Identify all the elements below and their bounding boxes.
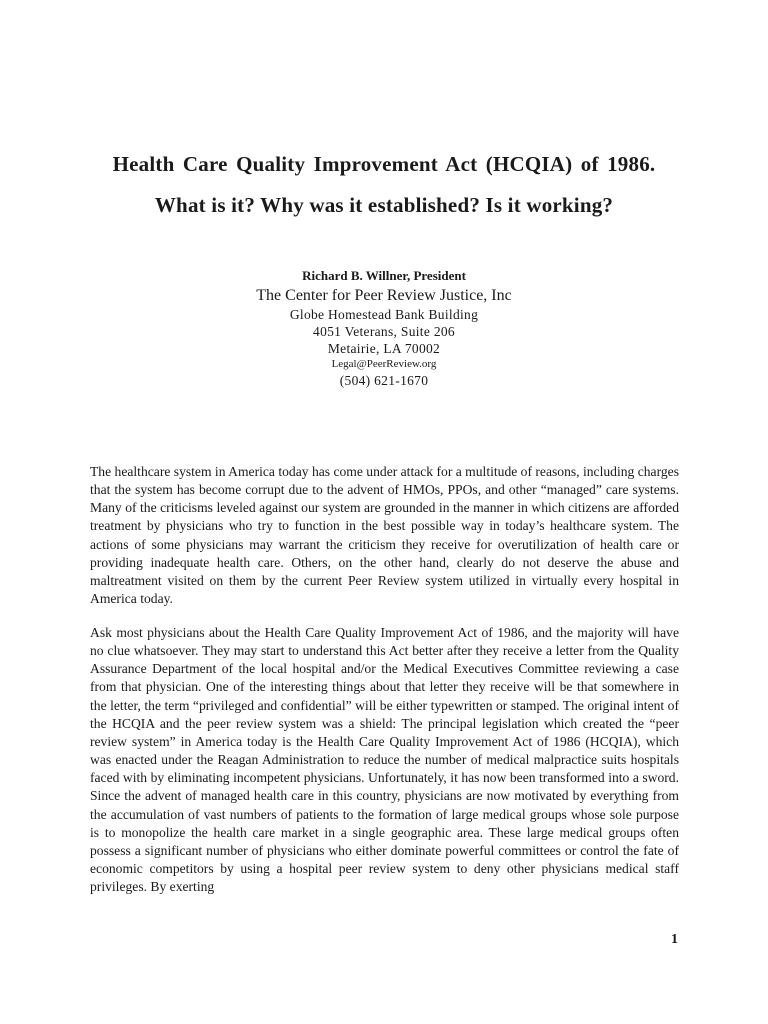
contact-phone: (504) 621-1670 [339,373,429,388]
organization-name: The Center for Peer Review Justice, Inc [256,287,512,304]
document-title: Health Care Quality Improvement Act (HCQIA) of 1986. [112,152,656,176]
document-subtitle: What is it? Why was it established? Is it working? [154,193,614,217]
body-paragraph: The healthcare system in America today has come under attack for a multitude of reasons, including charges that the system has become corrupt due to the advent of HMOs, PPOs, and other “managed” care systems. Many of the criticisms leveled against our system are grounded in the manner in which citizens are afforded treatment by physicians who try to function in the best possible way in today’s healthcare system. The actions of some physicians may warrant the criticism they receive for overutilization of health care or providing inadequate health care. Others, on the other hand, clearly do not deserve the abuse and maltreatment visited on them by the current Peer Review system utilized in virtually every hospital in America today. [90,464,679,607]
author-block [0,267,768,389]
address-line: 4051 Veterans, Suite 206 [313,324,455,339]
contact-email: Legal@PeerReview.org [331,358,437,370]
address-line: Metairie, LA 70002 [327,341,441,356]
author-name: Richard B. Willner, President [302,268,466,283]
page-number: 1 [671,932,678,947]
address-line: Globe Homestead Bank Building [289,307,479,322]
body-paragraph: Ask most physicians about the Health Care Quality Improvement Act of 1986, and the majority will have no clue whatsoever. They may start to understand this Act better after they receive a letter from the Quality Assurance Department of the local hospital and/or the Medical Executives Committee reviewing a case from that physician. One of the interesting things about that letter they receive will be that somewhere in the letter, the term “privileged and confidential” will be either typewritten or stamped. The original intent of the HCQIA and the peer review system was a shield: The principal legislation which created the “peer review system” in America today is the Health Care Quality Improvement Act of 1986 (HCQIA), which was enacted under the Reagan Administration to reduce the number of medical malpractice suits hospitals faced with by eliminating incompetent physicians. Unfortunately, it has now been transformed into a sword. Since the advent of managed health care in this country, physicians are now motivated by everything from the accumulation of vast numbers of patients to the formation of large medical groups whose sole purpose is to monopolize the health care market in a single geographic area. These large medical groups often possess a significant number of physicians who either dominate powerful committees or control the fate of economic competitors by using a hospital peer review system to deny other physicians medical staff privileges. By exerting [90,625,679,895]
